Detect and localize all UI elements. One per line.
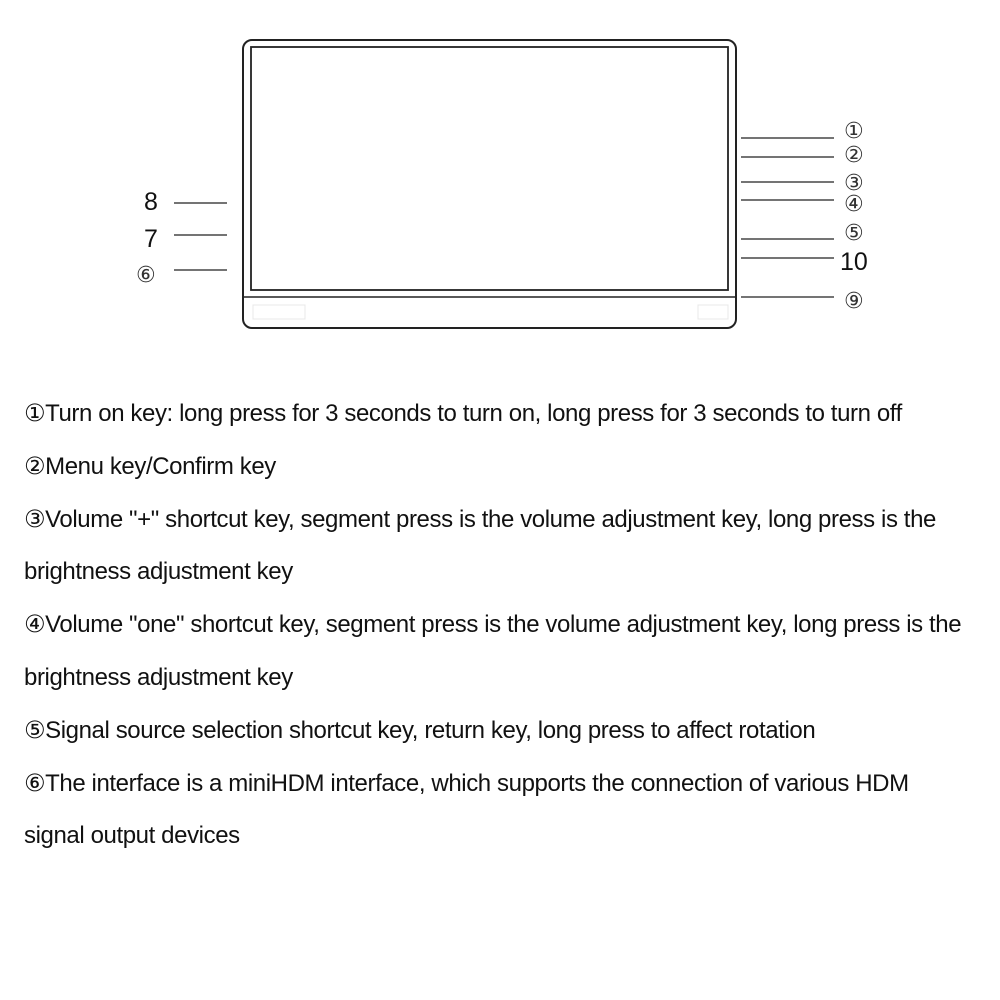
callout-label-8: 8 — [144, 188, 158, 216]
description-item-2: ②Menu key/Confirm key — [24, 452, 276, 480]
description-item-3: ③Volume "+" shortcut key, segment press is the volume adjustment key, long press is the brightness adjustment key — [24, 505, 936, 586]
monitor-screen — [251, 47, 728, 290]
callout-label-3: ③ — [844, 171, 864, 196]
description-item-6: ⑥The interface is a miniHDM interface, which supports the connection of various HDM signal output devices — [24, 769, 909, 850]
callout-label-6: ⑥ — [136, 263, 156, 288]
callout-label-9: ⑨ — [844, 289, 864, 314]
callout-label-10: 10 — [840, 248, 868, 276]
callout-label-5: ⑤ — [844, 221, 864, 246]
description-item-5: ⑤Signal source selection shortcut key, return key, long press to affect rotation — [24, 716, 816, 744]
callout-label-7: 7 — [144, 225, 158, 253]
callout-label-2: ② — [844, 143, 864, 168]
key-descriptions — [24, 388, 974, 863]
callout-label-1: ① — [844, 119, 864, 144]
monitor-diagram — [0, 0, 1000, 370]
description-item-4: ④Volume "one" shortcut key, segment press is the volume adjustment key, long press is the brightness adjustment key — [24, 611, 962, 691]
callout-label-4: ④ — [844, 192, 864, 217]
description-item-1: ①Turn on key: long press for 3 seconds to turn on, long press for 3 seconds to turn off — [24, 400, 902, 427]
